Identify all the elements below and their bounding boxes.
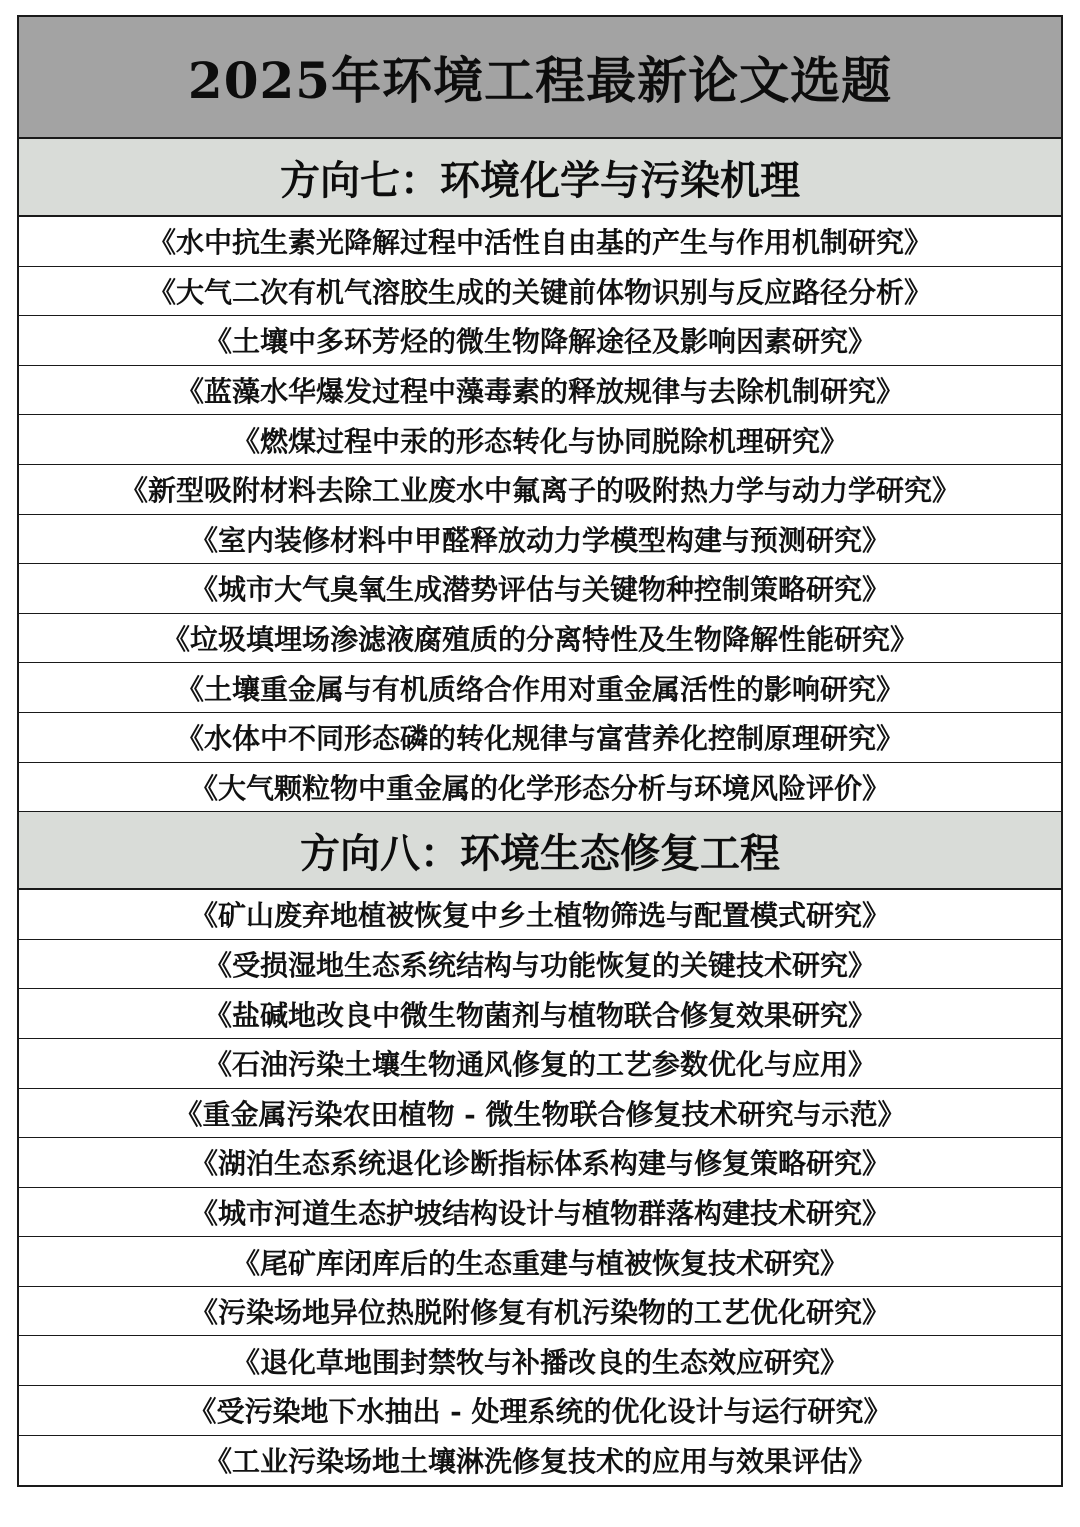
topic-row: 《土壤中多环芳烃的微生物降解途径及影响因素研究》 bbox=[19, 316, 1061, 366]
topics-table bbox=[17, 15, 1063, 1487]
topic-row: 《燃煤过程中汞的形态转化与协同脱除机理研究》 bbox=[19, 415, 1061, 465]
topic-row: 《城市大气臭氧生成潜势评估与关键物种控制策略研究》 bbox=[19, 564, 1061, 614]
topic-row: 《退化草地围封禁牧与补播改良的生态效应研究》 bbox=[19, 1336, 1061, 1386]
topic-row: 《城市河道生态护坡结构设计与植物群落构建技术研究》 bbox=[19, 1188, 1061, 1238]
topic-row: 《大气颗粒物中重金属的化学形态分析与环境风险评价》 bbox=[19, 763, 1061, 813]
page-title: 2025年环境工程最新论文选题 bbox=[19, 17, 1061, 139]
topic-row: 《湖泊生态系统退化诊断指标体系构建与修复策略研究》 bbox=[19, 1138, 1061, 1188]
topic-row: 《盐碱地改良中微生物菌剂与植物联合修复效果研究》 bbox=[19, 989, 1061, 1039]
topic-row: 《水体中不同形态磷的转化规律与富营养化控制原理研究》 bbox=[19, 713, 1061, 763]
topic-row: 《工业污染场地土壤淋洗修复技术的应用与效果评估》 bbox=[203, 1445, 876, 1479]
topic-row: 《垃圾填埋场渗滤液腐殖质的分离特性及生物降解性能研究》 bbox=[19, 614, 1061, 664]
topic-row: 《室内装修材料中甲醛释放动力学模型构建与预测研究》 bbox=[19, 515, 1061, 565]
topic-row: 《新型吸附材料去除工业废水中氟离子的吸附热力学与动力学研究》 bbox=[19, 465, 1061, 515]
topic-row: 《重金属污染农田植物 - 微生物联合修复技术研究与示范》 bbox=[19, 1089, 1061, 1139]
topic-row: 《水中抗生素光降解过程中活性自由基的产生与作用机制研究》 bbox=[19, 217, 1061, 267]
topic-row: 《石油污染土壤生物通风修复的工艺参数优化与应用》 bbox=[19, 1039, 1061, 1089]
topic-row: 《矿山废弃地植被恢复中乡土植物筛选与配置模式研究》 bbox=[19, 890, 1061, 940]
section-header-direction-8: 方向八：环境生态修复工程 bbox=[19, 812, 1061, 890]
topic-row: 《受损湿地生态系统结构与功能恢复的关键技术研究》 bbox=[19, 940, 1061, 990]
topic-row: 《蓝藻水华爆发过程中藻毒素的释放规律与去除机制研究》 bbox=[19, 366, 1061, 416]
section-header-direction-7: 方向七：环境化学与污染机理 bbox=[19, 139, 1061, 217]
topic-row: 《尾矿库闭库后的生态重建与植被恢复技术研究》 bbox=[19, 1237, 1061, 1287]
topic-row: 《受污染地下水抽出 - 处理系统的优化设计与运行研究》 bbox=[19, 1386, 1061, 1436]
topic-row: 《土壤重金属与有机质络合作用对重金属活性的影响研究》 bbox=[19, 663, 1061, 713]
topic-row: 《大气二次有机气溶胶生成的关键前体物识别与反应路径分析》 bbox=[19, 267, 1061, 317]
topic-row: 《污染场地异位热脱附修复有机污染物的工艺优化研究》 bbox=[19, 1287, 1061, 1337]
